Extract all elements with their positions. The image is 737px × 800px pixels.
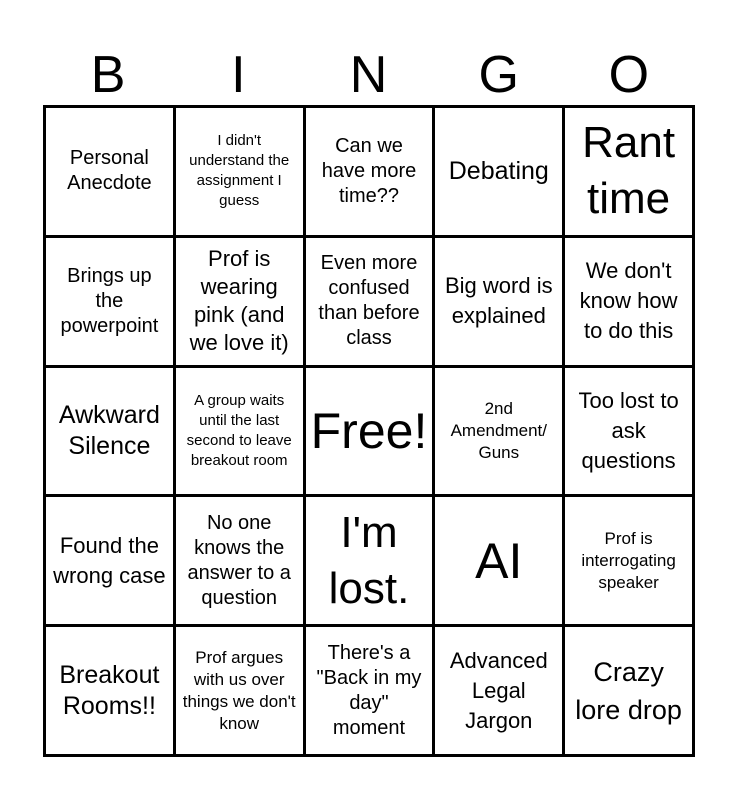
bingo-cell[interactable]	[46, 368, 176, 498]
cell-label: Prof is interrogating speaker	[581, 528, 676, 592]
cell-label: We don't know how to do this	[579, 258, 678, 344]
cell-label: Too lost to ask questions	[578, 387, 679, 473]
cell-label: Awkward Silence	[58, 400, 160, 460]
bingo-cell[interactable]	[435, 368, 565, 498]
bingo-cell[interactable]	[306, 238, 436, 368]
cell-label: Found the wrong case	[53, 532, 166, 588]
bingo-cell[interactable]	[46, 497, 176, 627]
bingo-cell[interactable]	[435, 238, 565, 368]
cell-label: No one knows the answer to a question	[187, 511, 291, 609]
bingo-cell free-space[interactable]	[306, 368, 436, 498]
cell-label: Prof argues with us over things we don't know	[182, 647, 296, 733]
bingo-cell[interactable]	[176, 497, 306, 627]
cell-label: A group waits until the last second to leave breakout room	[186, 391, 292, 469]
header-letter-n: N	[349, 46, 388, 104]
cell-label: 2nd Amendment/ Guns	[450, 398, 547, 462]
cell-label: Crazy lore drop	[575, 656, 682, 725]
cell-label: Personal Anecdote	[67, 147, 152, 195]
bingo-cell[interactable]	[435, 497, 565, 627]
bingo-cell[interactable]	[565, 108, 695, 238]
cell-label: Breakout Rooms!!	[59, 660, 160, 720]
free-space-label: Free!	[310, 402, 428, 459]
bingo-header	[43, 44, 694, 106]
cell-label: Advanced Legal Jargon	[449, 647, 548, 733]
bingo-cell[interactable]	[46, 627, 176, 757]
bingo-board	[43, 105, 695, 757]
bingo-cell[interactable]	[176, 108, 306, 238]
bingo-cell[interactable]	[176, 238, 306, 368]
bingo-cell[interactable]	[306, 497, 436, 627]
cell-label: Can we have more time??	[321, 134, 417, 207]
cell-label: Prof is wearing pink (and we love it)	[189, 246, 289, 356]
bingo-cell[interactable]	[46, 238, 176, 368]
cell-label: Big word is explained	[444, 273, 553, 329]
bingo-cell[interactable]	[435, 108, 565, 238]
cell-label: I didn't understand the assignment I guess	[189, 132, 290, 210]
bingo-cell[interactable]	[565, 497, 695, 627]
header-letter-i: I	[231, 46, 246, 104]
bingo-cell[interactable]	[565, 368, 695, 498]
header-letter-b: B	[90, 46, 126, 104]
bingo-cell[interactable]	[565, 238, 695, 368]
bingo-cell[interactable]	[176, 627, 306, 757]
cell-label: AI	[475, 532, 523, 589]
cell-label: Debating	[448, 156, 549, 185]
bingo-cell[interactable]	[435, 627, 565, 757]
bingo-cell[interactable]	[306, 108, 436, 238]
cell-label: Even more confused than before class	[318, 252, 420, 350]
bingo-cell[interactable]	[46, 108, 176, 238]
bingo-cell[interactable]	[176, 368, 306, 498]
cell-label: Brings up the powerpoint	[60, 264, 159, 337]
cell-label: Rant time	[582, 118, 676, 224]
cell-label: I'm lost.	[328, 507, 410, 613]
header-letter-o: O	[608, 46, 650, 104]
header-letter-g: G	[478, 46, 519, 104]
bingo-cell[interactable]	[306, 627, 436, 757]
bingo-cell[interactable]	[565, 627, 695, 757]
cell-label: There's a "Back in my day" moment	[316, 641, 422, 739]
